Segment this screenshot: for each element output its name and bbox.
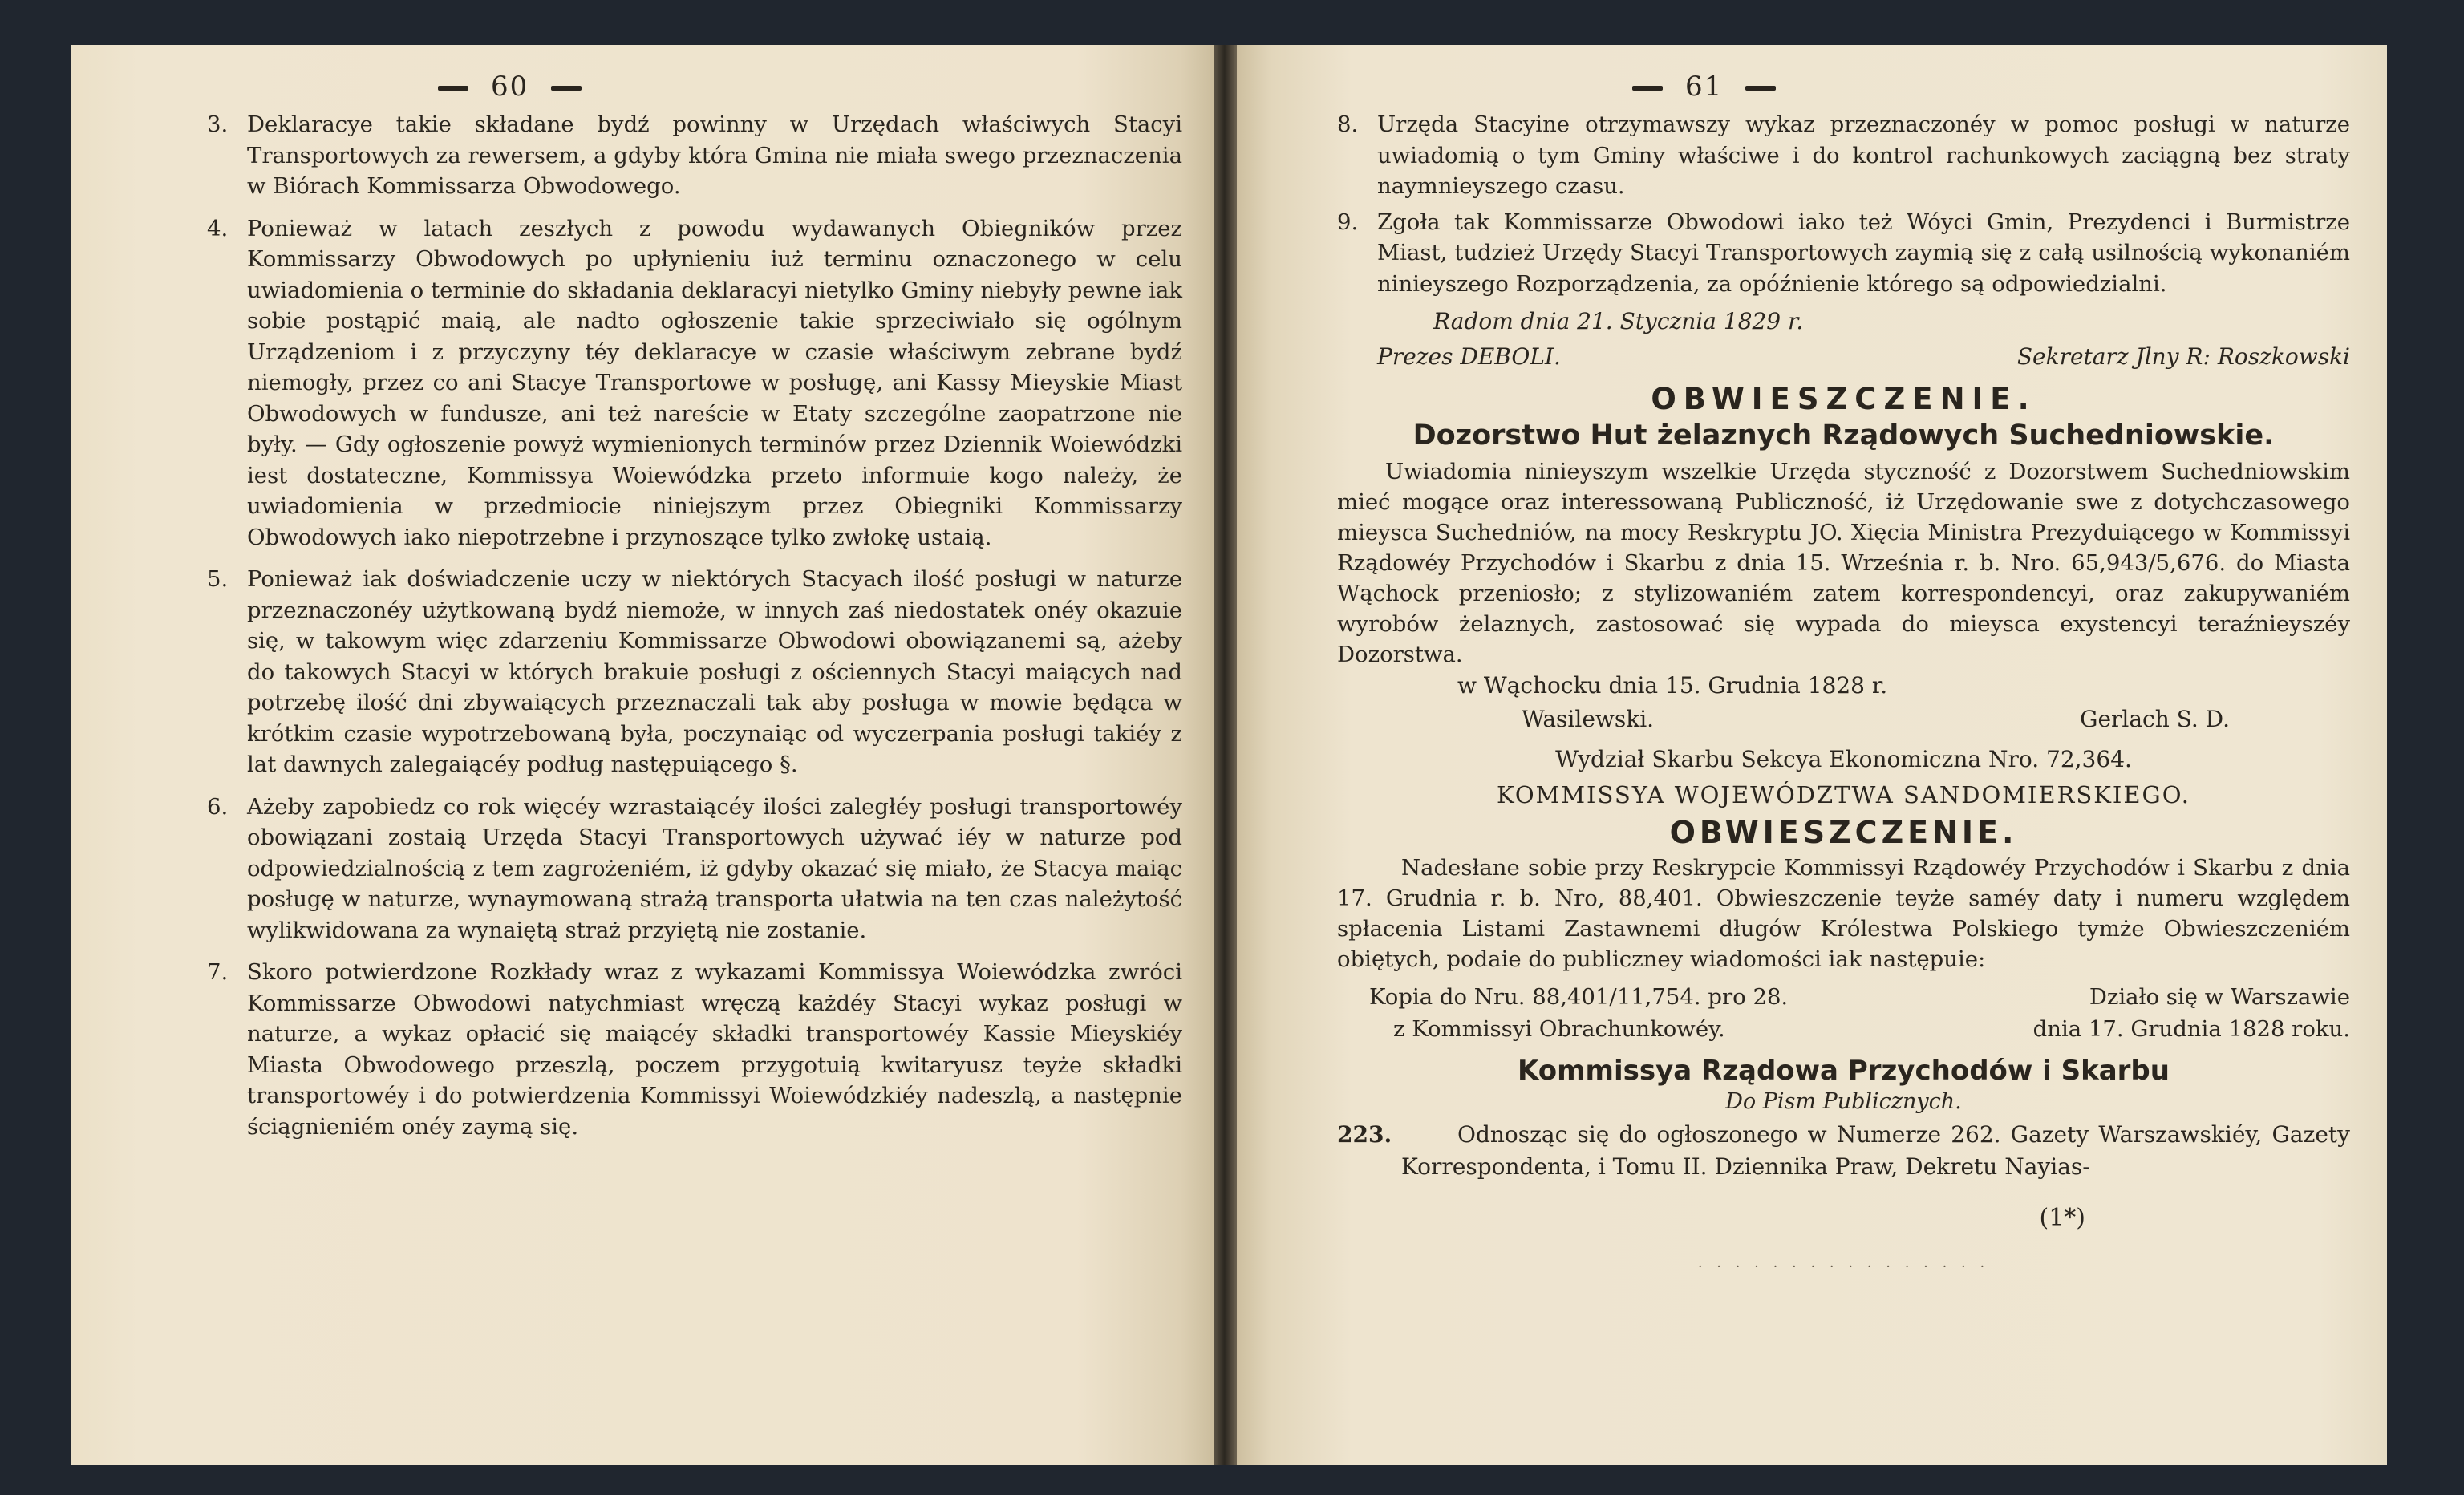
paragraph-number: 5. xyxy=(207,566,229,592)
right-page xyxy=(1237,45,2387,1465)
paragraph-6 xyxy=(207,792,1182,946)
copy-line-1 xyxy=(1337,981,2350,1013)
paragraph-text: Ażeby zapobiedz co rok więcéy wzrastaiącéy ilości zaległéy posługi transportowéy obowiązani zostaią Urzęda Stacyi Transportowych używać iéy w naturze pod odpowiedzialnością z tem zagrożeniém, iż gdyby okazać się miało, że Stacya maiąc posługę w naturze, wynaymowaną strażą transporta ułatwia na ten czas należytość wylikwidowana za wynaiętą straż przyiętą nie zostanie. xyxy=(247,793,1182,943)
paragraph-number: 4. xyxy=(207,215,229,241)
signature-president: Prezes DEBOLI. xyxy=(1377,343,1561,370)
page-header xyxy=(415,69,1182,109)
notice2-title: OBWIESZCZENIE. xyxy=(1669,815,2018,850)
signatures xyxy=(1337,339,2350,375)
paragraph-7 xyxy=(207,957,1182,1142)
department-line: Wydział Skarbu Sekcya Ekonomiczna Nro. 72,364. xyxy=(1555,746,2132,772)
paragraph-text: Urzęda Stacyine otrzymawszy wykaz przeznaczonéy w pomoc posługi w naturze uwiadomią o tym Gminy właściwe i do kontrol rachunkowych zaciągną bez straty naymnieyszego czasu. xyxy=(1377,111,2350,199)
paragraph-3 xyxy=(207,109,1182,202)
notice-place-date: w Wąchocku dnia 15. Grudnia 1828 r. xyxy=(1457,672,1888,699)
paragraph-number: 6. xyxy=(207,793,229,820)
paragraph-number: 9. xyxy=(1337,209,1359,235)
paragraph-text: Skoro potwierdzone Rozkłady wraz z wykazami Kommissya Woiewódzka zwróci Kommissarze Obwodowi natychmiast wręczą każdéy Stacyi wykaz posługi w naturze, a wykaz opłacić się maiącéy składki transportowéy Kassie Mieyskiéy Miasta Obwodowego przeszlą, poczem przygotuią kwitaryusz teyże składki transportowéy i do potwierdzenia Kommissyi Woiewódzkiéy nadeszlą, a następnie ściągnieniém onéy zaymą się. xyxy=(247,959,1182,1140)
date-line: Radom dnia 21. Stycznia 1829 r. xyxy=(1433,308,1804,334)
addressee: Do Pism Publicznych. xyxy=(1725,1089,1962,1114)
paragraph-text: Ponieważ iak doświadczenie uczy w niektórych Stacyach ilość posługi w naturze przeznaczonéy użytkowaną bydź niemoże, w innych zaś niedostatek onéy okazuie się, w takowym więc zdarzeniu Kommissarze Obwodowi obowiązanemi są, ażeby do takowych Stacyi w których brakuie posługi z ościennych Stacyi maiących nad potrzebę ilość dni zbywaiących przeznaczali tak aby posługa w mowie będąca w krótkim czasie wypotrzebowaną była, poczynaiąc od wyczerpania posługi takiéy z lat dawnych zalegaiącéy podług następuiącego §. xyxy=(247,566,1182,777)
paragraph-text: Zgoła tak Kommissarze Obwodowi iako też Wóyci Gmin, Prezydenci i Burmistrze Miast, tudzież Urzędy Stacyi Transportowych zaymią się z całą usilnością wykonaniém ninieyszego Rozporządzenia, za opóźnienie którego są odpowiedzialni. xyxy=(1377,209,2350,297)
paragraph-number: 3. xyxy=(207,111,229,137)
notice-title: OBWIESZCZENIE. xyxy=(1651,382,2036,416)
signature-mark: (1*) xyxy=(2039,1204,2085,1232)
decorative-dots: · · · · · · · · · · · · · · · · xyxy=(1697,1258,1990,1275)
paragraph-8 xyxy=(1337,109,2350,202)
page-number: 61 xyxy=(1685,71,1724,103)
copy-origin: z Kommissyi Obrachunkowéy. xyxy=(1393,1016,1725,1042)
header-dash xyxy=(1632,86,1663,91)
book-gutter xyxy=(1214,45,1237,1465)
signature-wasilewski: Wasilewski. xyxy=(1522,706,1655,732)
copy-place: Działo się w Warszawie xyxy=(2089,984,2350,1010)
item-223 xyxy=(1337,1119,2350,1183)
commission2-title: Kommissya Rządowa Przychodów i Skarbu xyxy=(1518,1055,2170,1087)
copy-date: dnia 17. Grudnia 1828 roku. xyxy=(2032,1016,2350,1042)
paragraph-number: 7. xyxy=(207,959,229,985)
page-number: 60 xyxy=(491,71,529,103)
paragraph-9 xyxy=(1337,207,2350,300)
page-header xyxy=(1610,69,2350,109)
paragraph-4 xyxy=(207,213,1182,553)
paragraph-text: Deklaracye takie składane bydź powinny w Urzędach właściwych Stacyi Transportowych za rewersem, a gdyby która Gmina nie miała swego przeznaczenia w Biórach Kommissarza Obwodowego. xyxy=(247,111,1182,199)
notice-body: Uwiadomia ninieyszym wszelkie Urzęda styczność z Dozorstwem Suchedniowskim mieć mogące oraz interessowaną Publiczność, iż Urzędowanie swe z dotychczasowego mieysca Suchedniów, na mocy Reskryptu JO. Xięcia Ministra Prezyduiącego w Kommissyi Rządowéy Przychodów i Skarbu z dnia 15. Września r. b. Nro. 65,943/5,676. do Miasta Wąchock przeniosło; z stylizowaniém zatem korrespondencyi, oraz zakupywaniém wyrobów żelaznych, zastosować się wypada do mieysca exystencyi teraźnieyszéy Dozorstwa. xyxy=(1337,459,2350,667)
item-text: Odnosząc się do ogłoszonego w Numerze 262. Gazety Warszawskiéy, Gazety Korrespondenta, i Tomu II. Dziennika Praw, Dekretu Nayias- xyxy=(1401,1121,2350,1180)
header-dash xyxy=(1745,86,1776,91)
paragraph-5 xyxy=(207,564,1182,780)
copy-reference: Kopia do Nru. 88,401/11,754. pro 28. xyxy=(1369,984,1789,1010)
paragraph-number: 8. xyxy=(1337,111,1359,137)
copy-line-2 xyxy=(1337,1013,2350,1045)
paragraph-text: Ponieważ w latach zeszłych z powodu wydawanych Obiegników przez Kommissarzy Obwodowych po upłynieniu iuż terminu oznaczonego w celu uwiadomienia o terminie do składania deklaracyi nietylko Gminy niebyły pewne iak sobie postąpić maią, ale nadto ogłoszenie takie sprzeciwiało się ogólnym Urządzeniom i z przyczyny téy deklaracye w czasie właściwym zebrane bydź niemogły, przez co ani Stacye Transportowe w posługę, ani Kassy Mieyskie Miast Obwodowych w fundusze, ani też nareście w Etaty szczególne zaopatrzone nie były. — Gdy ogłoszenie powyż wymienionych terminów przez Dziennik Woiewódzki iest dostateczne, Kommissya Woiewódzka przeto informuie kogo należy, że uwiadomienia w przedmiocie niniejszym przez Obiegniki Kommissarzy Obwodowych iako niepotrzebne i przynoszące tylko zwłokę ustaią. xyxy=(247,215,1182,550)
notice-signatures xyxy=(1337,702,2350,737)
commission-line: KOMMISSYA WOJEWÓDZTWA SANDOMIERSKIEGO. xyxy=(1497,781,2190,808)
header-dash xyxy=(438,86,468,91)
book-spread xyxy=(71,45,2387,1465)
notice-subtitle: Dozorstwo Hut żelaznych Rządowych Suchedniowskie. xyxy=(1412,419,2275,452)
signature-gerlach: Gerlach S. D. xyxy=(2080,706,2230,732)
header-dash xyxy=(551,86,582,91)
signature-secretary: Sekretarz Jlny R: Roszkowski xyxy=(2016,343,2350,370)
item-number: 223. xyxy=(1337,1121,1392,1148)
notice2-body: Nadesłane sobie przy Reskrypcie Kommissyi Rządowéy Przychodów i Skarbu z dnia 17. Grudnia r. b. Nro, 88,401. Obwieszczenie teyże saméy daty i numeru względem spłacenia Listami Zastawnemi długów Królestwa Polskiego tymże Obwieszczeniém obiętych, podaie do publiczney wiadomości iak następuie: xyxy=(1337,855,2350,972)
left-page xyxy=(71,45,1214,1465)
